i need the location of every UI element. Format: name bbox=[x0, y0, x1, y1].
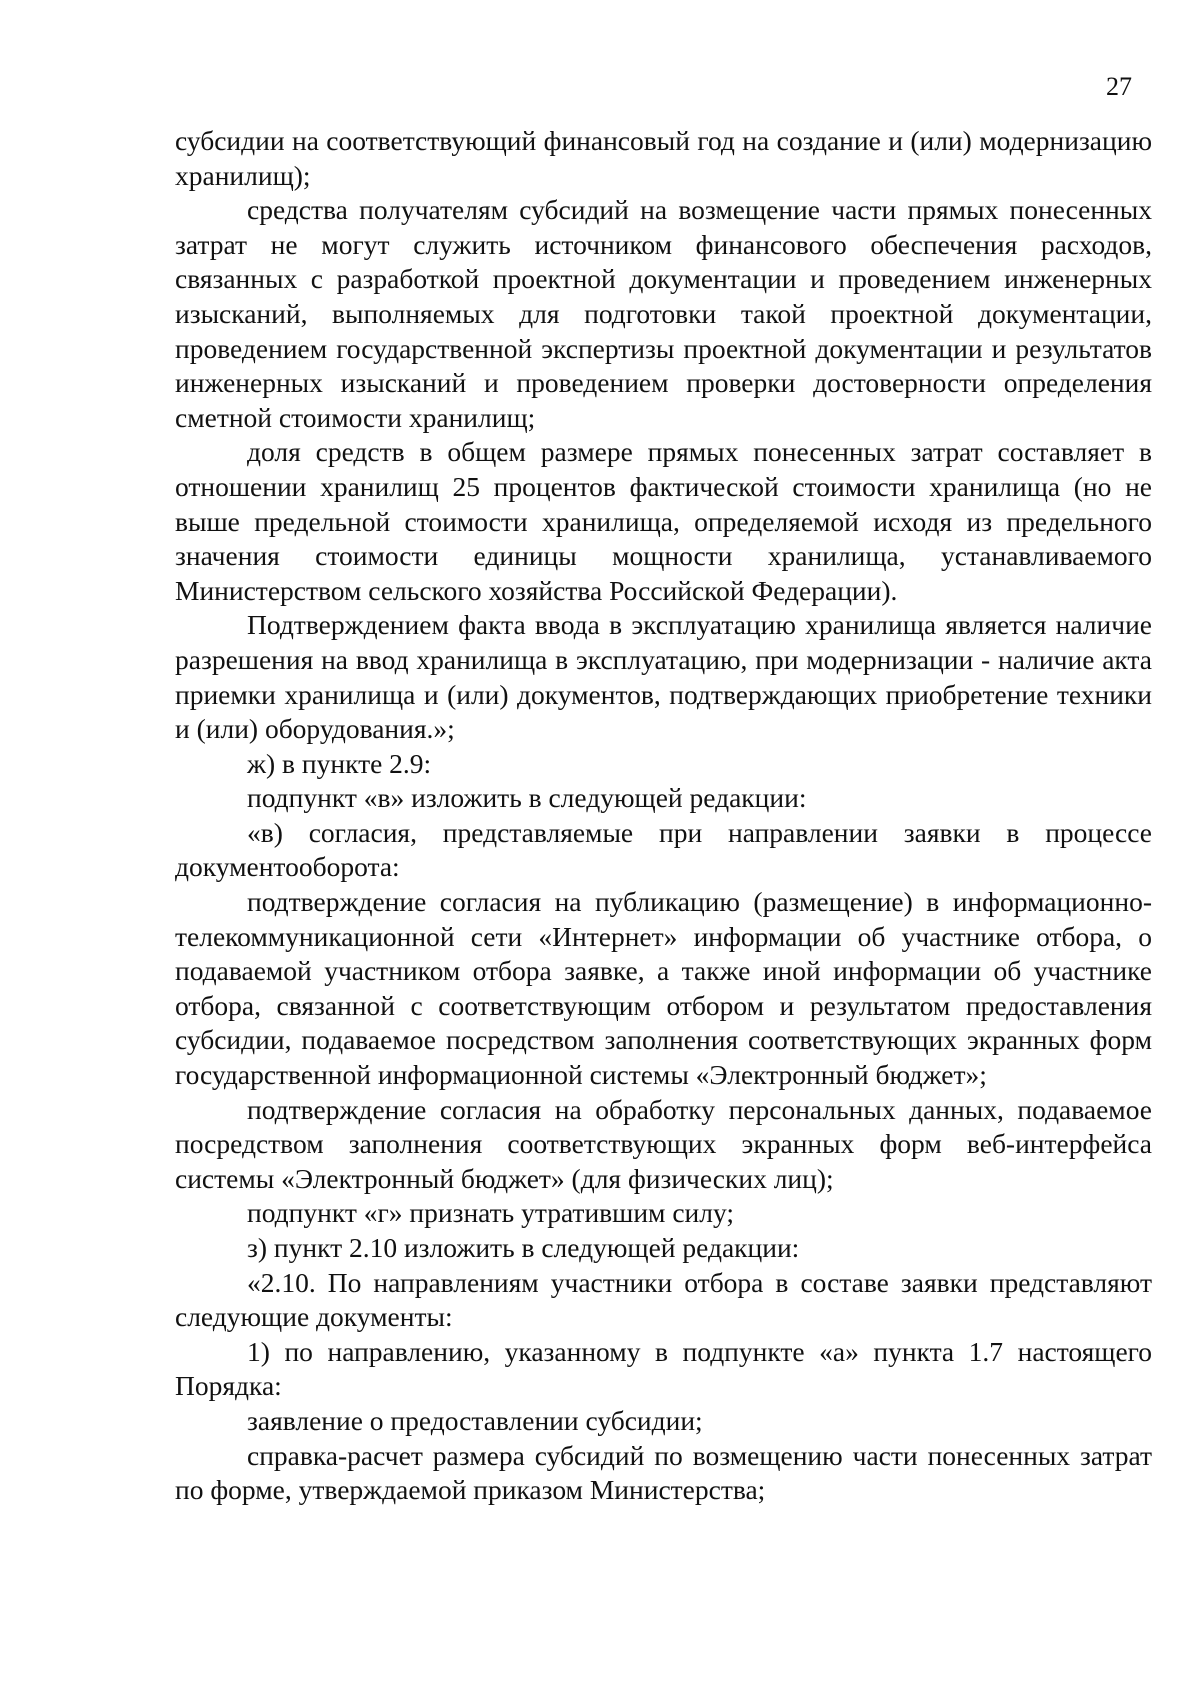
paragraph-funding-limits: средства получателям субсидий на возмещение части прямых понесенных затрат не могут служить источником финансового обеспечения расходов, связанных с разработкой проектной документации и проведением инженерных изысканий, выполняемых для подготовки такой проектной документации, проведением государственной экспертизы проектной документации и результатов инженерных изысканий и проведением проверки достоверности определения сметной стоимости хранилищ; bbox=[175, 194, 1152, 433]
paragraph-item-z: з) пункт 2.10 изложить в следующей редакции: bbox=[247, 1232, 800, 1263]
paragraph-cost-share: доля средств в общем размере прямых понесенных затрат составляет в отношении хранилищ 25 процентов фактической стоимости хранилища (но не выше предельной стоимости хранилища, определяемой исходя из предельного значения стоимости единицы мощности хранилища, устанавливаемого Министерством сельского хозяйства Российской Федерации). bbox=[175, 436, 1152, 606]
paragraph-continuation: субсидии на соответствующий финансовый год на создание и (или) модернизацию хранилищ); bbox=[175, 125, 1152, 191]
paragraph-subitem-v: подпункт «в» изложить в следующей редакции: bbox=[247, 782, 807, 814]
paragraph-clause-2-10: «2.10. По направлениям участники отбора в составе заявки представляют следующие документы: bbox=[175, 1266, 1152, 1333]
document-body bbox=[175, 124, 1152, 1508]
paragraph-direction-1: 1) по направлению, указанному в подпункте «а» пункта 1.7 настоящего Порядка: bbox=[175, 1335, 1152, 1402]
page-number: 27 bbox=[1106, 72, 1132, 101]
paragraph-application: заявление о предоставлении субсидии; bbox=[247, 1404, 703, 1436]
paragraph-consents: «в) согласия, представляемые при направлении заявки в процессе документооборота: bbox=[175, 816, 1152, 883]
paragraph-personal-data-consent: подтверждение согласия на обработку персональных данных, подаваемое посредством заполнения соответствующих экранных форм веб-интерфейса системы «Электронный бюджет» (для физических лиц); bbox=[175, 1093, 1152, 1194]
paragraph-item-zh: ж) в пункте 2.9: bbox=[247, 747, 432, 779]
paragraph-calculation-certificate: справка-расчет размера субсидий по возмещению части понесенных затрат по форме, утверждаемой приказом Министерства; bbox=[175, 1439, 1152, 1506]
paragraph-publication-consent: подтверждение согласия на публикацию (размещение) в информационно-телекоммуникационной сети «Интернет» информации об участнике отбора, о подаваемой участником отбора заявке, а также иной информации об участнике отбора, связанной с соответствующим отбором и результатом предоставления субсидии, подаваемое посредством заполнения соответствующих экранных форм государственной информационной системы «Электронный бюджет»; bbox=[175, 886, 1152, 1091]
paragraph-commissioning-proof: Подтверждением факта ввода в эксплуатацию хранилища является наличие разрешения на ввод хранилища в эксплуатацию, при модернизации - наличие акта приемки хранилища и (или) документов, подтверждающих приобретение техники и (или) оборудования.»; bbox=[175, 609, 1152, 745]
paragraph-subitem-g: подпункт «г» признать утратившим силу; bbox=[247, 1197, 734, 1229]
